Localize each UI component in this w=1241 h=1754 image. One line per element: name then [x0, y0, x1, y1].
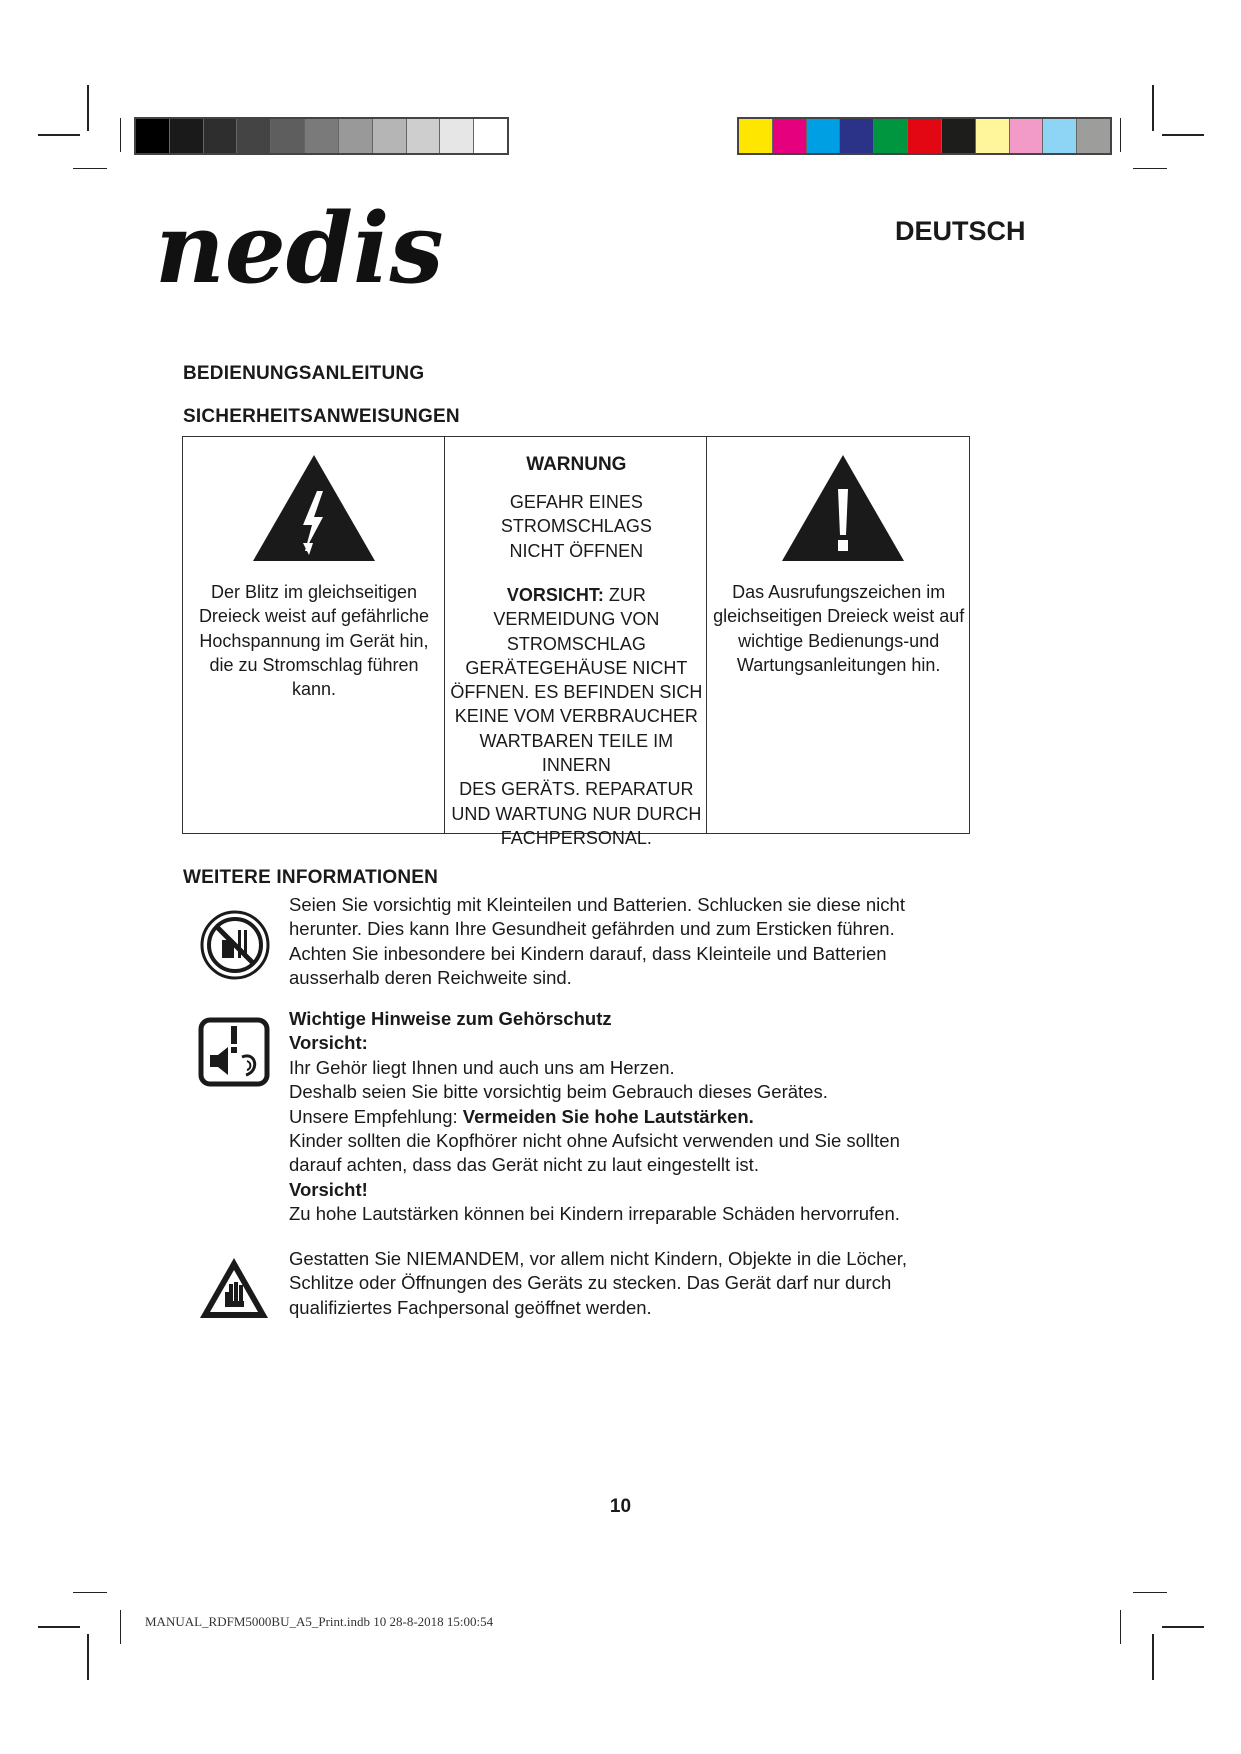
grayscale-swatch: [136, 119, 169, 153]
grayscale-swatch: [473, 119, 507, 153]
no-swallow-icon: [200, 910, 270, 980]
small-parts-warning: [289, 893, 989, 991]
paragraph-line: Schlitze oder Öffnungen des Geräts zu stecken. Das Gerät darf nur durch: [289, 1272, 892, 1294]
paragraph-line: Deshalb seien Sie bitte vorsichtig beim Gebrauch dieses Gerätes.: [289, 1081, 828, 1103]
process-color-bar: [737, 117, 1112, 155]
recommendation-line: [289, 1105, 989, 1129]
caution-line: VERMEIDUNG VON: [493, 609, 660, 630]
process-swatch: [1009, 119, 1043, 153]
shock-hazard-text: [445, 490, 707, 563]
paragraph-line: Gestatten Sie NIEMANDEM, vor allem nicht Kindern, Objekte in die Löcher,: [289, 1248, 907, 1269]
process-swatch: [907, 119, 941, 153]
grayscale-swatch: [270, 119, 304, 153]
no-objects-warning: [289, 1247, 989, 1320]
caution-line: DES GERÄTS. REPARATUR: [459, 779, 694, 800]
recommendation-bold: Vermeiden Sie hohe Lautstärken.: [462, 1105, 754, 1127]
no-objects-icon: [198, 1256, 270, 1320]
print-slug: MANUAL_RDFM5000BU_A5_Print.indb 10 28-8-2018 15:00:54: [145, 1614, 494, 1629]
caution-line: WARTBAREN TEILE IM INNERN: [479, 730, 674, 776]
caution-line: KEINE VOM VERBRAUCHER: [454, 706, 698, 727]
shock-line-1: GEFAHR EINES: [509, 492, 643, 512]
lightning-column: [183, 437, 444, 833]
hearing-notice: [289, 1007, 989, 1227]
paragraph-line: Ihr Gehör liegt Ihnen und auch uns am Herzen.: [289, 1056, 675, 1078]
paragraph-line: Zu hohe Lautstärken können bei Kindern irreparable Schäden hervorrufen.: [289, 1203, 900, 1225]
caution-line: STROMSCHLAG: [506, 633, 646, 654]
paragraph-line: ausserhalb deren Reichweite sind.: [289, 967, 572, 989]
grayscale-swatch: [338, 119, 372, 153]
lightning-description: Der Blitz im gleichseitigen Dreieck weist auf gefährliche Hochspannung im Gerät hin, die zu Stromschlag führen kann.: [198, 582, 430, 700]
paragraph-line: qualifiziertes Fachpersonal geöffnet werden.: [289, 1296, 652, 1318]
exclamation-description: Das Ausrufungszeichen im gleichseitigen Dreieck weist auf wichtige Bedienungs-und Wartungsanleitungen hin.: [713, 582, 965, 675]
paragraph-line: Achten Sie inbesondere bei Kindern darauf, dass Kleinteile und Batterien: [289, 942, 887, 964]
caution-line: ÖFFNEN. ES BEFINDEN SICH: [450, 682, 703, 703]
caution-line: UND WARTUNG NUR DURCH: [451, 803, 702, 824]
caution-line: GERÄTEGEHÄUSE NICHT: [465, 657, 688, 678]
grayscale-swatch: [203, 119, 237, 153]
process-swatch: [1076, 119, 1110, 153]
caution-first: ZUR: [603, 585, 646, 605]
grayscale-color-bar: [134, 117, 509, 155]
warning-title: WARNUNG: [526, 454, 627, 475]
process-swatch: [839, 119, 873, 153]
page-title: BEDIENUNGSANLEITUNG: [183, 363, 425, 384]
page-number: 10: [609, 1496, 632, 1517]
caution-label: VORSICHT:: [506, 585, 604, 605]
warning-column: [444, 437, 705, 848]
process-swatch: [772, 119, 806, 153]
grayscale-swatch: [439, 119, 473, 153]
caution-line: FACHPERSONAL.: [500, 827, 652, 848]
exclamation-column: [706, 437, 969, 833]
process-swatch: [1042, 119, 1076, 153]
nedis-logo: [155, 200, 485, 310]
process-swatch: [739, 119, 772, 153]
safety-warning-table: [182, 436, 970, 848]
grayscale-swatch: [169, 119, 203, 153]
more-info-heading: WEITERE INFORMATIONEN: [183, 867, 439, 888]
grayscale-swatch: [372, 119, 406, 153]
process-swatch: [806, 119, 840, 153]
process-swatch: [975, 119, 1009, 153]
hearing-title: Wichtige Hinweise zum Gehörschutz: [289, 1008, 612, 1029]
recommendation-prefix: Unsere Empfehlung:: [289, 1105, 463, 1127]
grayscale-swatch: [406, 119, 440, 153]
paragraph-line: Seien Sie vorsichtig mit Kleinteilen und Batterien. Schlucken sie diese nicht: [289, 894, 905, 915]
language-label: DEUTSCH: [895, 216, 1026, 246]
shock-line-3: NICHT ÖFFNEN: [509, 540, 644, 561]
safety-heading: SICHERHEITSANWEISUNGEN: [183, 406, 460, 427]
paragraph-line: darauf achten, dass das Gerät nicht zu laut eingestellt ist.: [289, 1154, 759, 1176]
hearing-caution: Vorsicht:: [289, 1032, 368, 1054]
nedis-logo-wordmark: [155, 200, 485, 310]
caution-line-1: [445, 583, 707, 607]
exclamation-triangle-icon: [782, 455, 904, 561]
lightning-triangle-icon: [253, 455, 375, 561]
process-swatch: [873, 119, 907, 153]
shock-line-2: STROMSCHLAGS: [500, 516, 652, 537]
paragraph-line: Kinder sollten die Kopfhörer nicht ohne Aufsicht verwenden und Sie sollten: [289, 1130, 900, 1152]
logo-text: nedis: [155, 200, 444, 305]
hearing-protection-icon: [198, 1017, 270, 1087]
grayscale-swatch: [236, 119, 270, 153]
process-swatch: [941, 119, 975, 153]
caution-text: [445, 583, 707, 850]
paragraph-line: herunter. Dies kann Ihre Gesundheit gefährden und zum Ersticken führen.: [289, 918, 895, 940]
hearing-caution-2: Vorsicht!: [289, 1178, 368, 1200]
grayscale-swatch: [304, 119, 338, 153]
